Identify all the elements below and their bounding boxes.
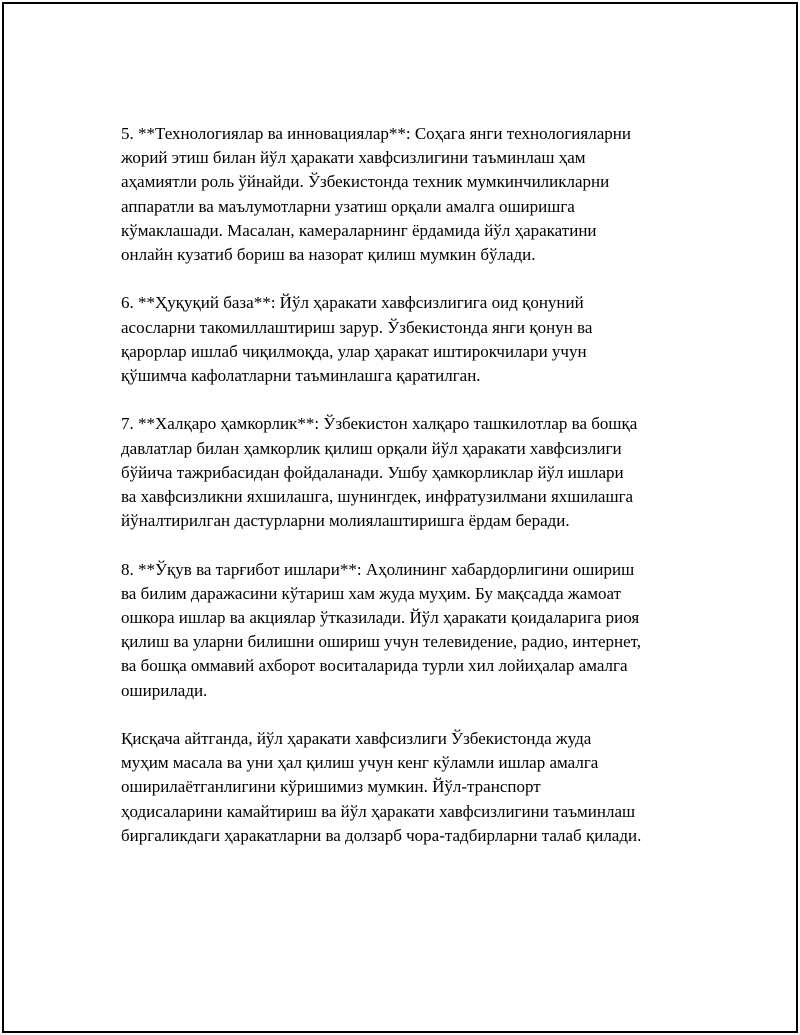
text-line: кўмаклашади. Масалан, камераларнинг ёрдамида йўл ҳаракатини (121, 220, 597, 240)
paragraph-conclusion (121, 727, 711, 848)
text-line: аппаратли ва маълумотларни узатиш орқали амалга оширишга (121, 196, 575, 216)
text-line: жорий этиш билан йўл ҳаракати хавфсизлигини таъминлаш ҳам (121, 148, 586, 168)
text-line: ҳодисаларини камайтириш ва йўл ҳаракати хавфсизлигини таъминлаш (121, 801, 636, 821)
paragraph-technologies (121, 122, 711, 267)
text-line: 6. **Ҳуқуқий база**: Йўл ҳаракати хавфсизлигига оид қонуний (121, 293, 584, 313)
text-line: оширилаётганлигини кўришимиз мумкин. Йўл-транспорт (121, 777, 541, 797)
paragraph-education-promotion (121, 558, 711, 703)
paragraph-legal-base (121, 291, 711, 388)
text-line: 5. **Технологиялар ва инновациялар**: Соҳага янги технологияларни (121, 124, 631, 143)
text-line: муҳим масала ва уни ҳал қилиш учун кенг кўламли ишлар амалга (121, 753, 599, 773)
text-line: онлайн кузатиб бориш ва назорат қилиш мумкин бўлади. (121, 245, 536, 265)
text-line: ва хавфсизликни яхшилашга, шунингдек, инфратузилмани яхшилашга (121, 487, 634, 507)
text-line: йўналтирилган дастурларни молиялаштиришга ёрдам беради. (121, 511, 570, 531)
text-line: 7. **Халқаро ҳамкорлик**: Ўзбекистон халқаро ташкилотлар ва бошқа (121, 414, 638, 434)
text-line: бўйича тажрибасидан фойдаланади. Ушбу ҳамкорликлар йўл ишлари (121, 462, 624, 482)
paragraph-international-cooperation (121, 412, 711, 533)
text-line: ошкора ишлар ва акциялар ўтказилади. Йўл ҳаракати қоидаларига риоя (121, 608, 640, 628)
text-line: ва бошқа оммавий ахборот воситаларида турли хил лойиҳалар амалга (121, 656, 628, 676)
text-line: биргаликдаги ҳаракатларни ва долзарб чора-тадбирларни талаб қилади. (121, 825, 642, 845)
text-line: Қисқача айтганда, йўл ҳаракати хавфсизлиги Ўзбекистонда жуда (121, 729, 592, 749)
text-line: қилиш ва уларни билишни ошириш учун телевидение, радио, интернет, (121, 632, 642, 652)
text-line: давлатлар билан ҳамкорлик қилиш орқали йўл ҳаракати хавфсизлиги (121, 438, 622, 458)
text-line: 8. **Ўқув ва тарғибот ишлари**: Аҳолининг хабардорлигини ошириш (121, 559, 635, 579)
text-line: қарорлар ишлаб чиқилмоқда, улар ҳаракат иштирокчилари учун (121, 341, 587, 361)
text-line: аҳамиятли роль ўйнайди. Ўзбекистонда техник мумкинчиликларни (121, 172, 610, 192)
text-line: асосларни такомиллаштириш зарур. Ўзбекистонда янги қонун ва (121, 317, 593, 337)
page-border (2, 2, 798, 1033)
text-line: қўшимча кафолатларни таъминлашга қаратилган. (121, 366, 481, 386)
document-body (121, 122, 711, 872)
text-line: ва билим даражасини кўтариш хам жуда муҳим. Бу мақсадда жамоат (121, 583, 622, 603)
text-line: оширилади. (121, 680, 208, 700)
